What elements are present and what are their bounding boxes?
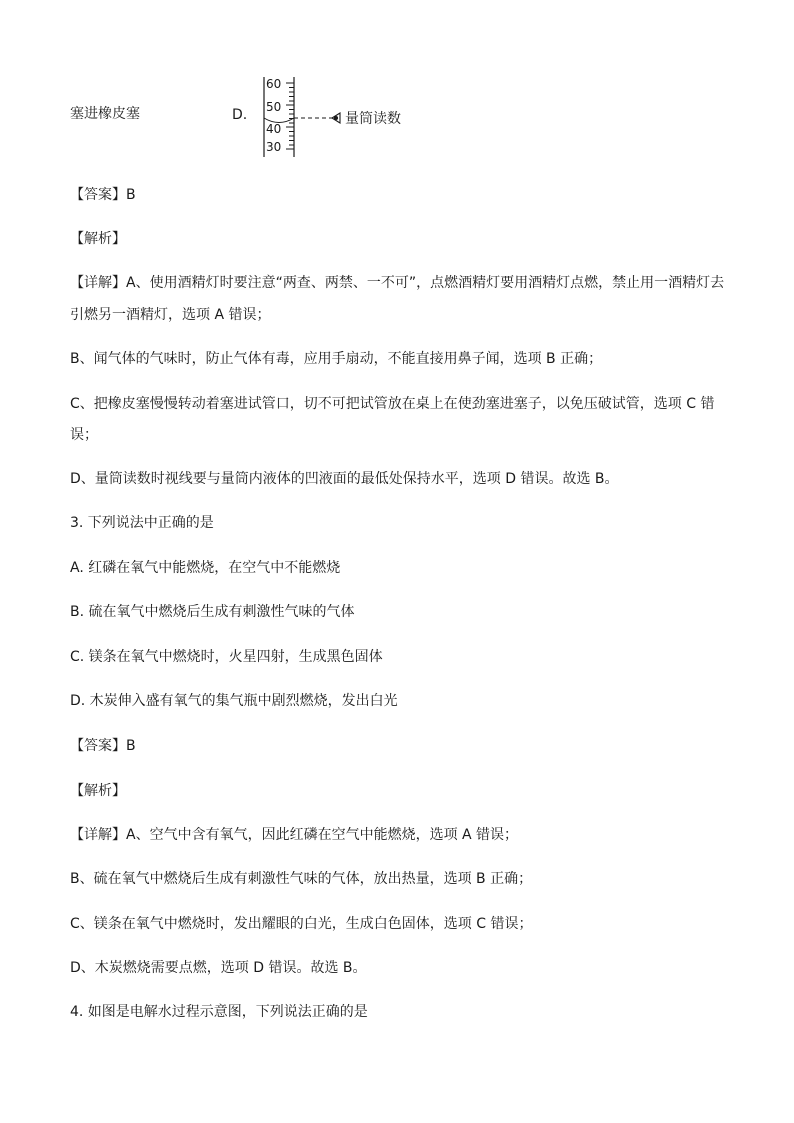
scale-label-30: 30 (266, 140, 282, 154)
graduated-cylinder-reading-figure (232, 75, 432, 165)
q2-detail-d: D、量筒读数时视线要与量筒内液体的凹液面的最低处保持水平，选项 D 错误。故选 B。 (70, 471, 619, 487)
q2-detail-c-line2: 误； (70, 427, 98, 443)
scale-ticks (286, 83, 294, 149)
q2-detail-c-line1: C、把橡皮塞慢慢转动着塞进试管口，切不可把试管放在桌上在使劲塞进塞子，以免压破试管，选项 C 错 (70, 396, 715, 412)
q3-option-b: B. 硫在氧气中燃烧后生成有刺激性气味的气体 (70, 604, 355, 620)
scale-label-40: 40 (266, 122, 282, 136)
q2-detail-b: B、闻气体的气味时，防止气体有毒，应用手扇动，不能直接用鼻子闻，选项 B 正确； (70, 351, 603, 367)
q3-detail-a: 【详解】A、空气中含有氧气，因此红磷在空气中能燃烧，选项 A 错误； (70, 827, 519, 843)
q4-stem: 4. 如图是电解水过程示意图，下列说法正确的是 (70, 1004, 368, 1020)
q2-detail-line1: 【详解】A、使用酒精灯时要注意“两查、两禁、一不可”，点燃酒精灯要用酒精灯点燃，禁止用一酒精灯去 (70, 275, 725, 291)
q3-option-d: D. 木炭伸入盛有氧气的集气瓶中剧烈燃烧，发出白光 (70, 693, 398, 709)
option-c-tail: 塞进橡皮塞 (70, 106, 140, 122)
q2-answer: 【答案】B (70, 187, 136, 203)
q3-option-c: C. 镁条在氧气中燃烧时，火星四射，生成黑色固体 (70, 649, 383, 665)
eye-icon (332, 113, 340, 123)
scale-label-60: 60 (266, 77, 282, 91)
q3-option-a: A. 红磷在氧气中能燃烧，在空气中不能燃烧 (70, 560, 341, 576)
q3-detail-d: D、木炭燃烧需要点燃，选项 D 错误。故选 B。 (70, 960, 367, 976)
q2-detail-line2: 引燃另一酒精灯，选项 A 错误； (70, 307, 271, 323)
q3-stem: 3. 下列说法中正确的是 (70, 515, 214, 531)
option-d-label: D. (232, 107, 248, 123)
q3-analysis-heading: 【解析】 (70, 783, 126, 799)
q3-answer: 【答案】B (70, 738, 136, 754)
scale-label-50: 50 (266, 100, 282, 114)
q3-detail-c: C、镁条在氧气中燃烧时，发出耀眼的白光，生成白色固体，选项 C 错误； (70, 916, 533, 932)
figure-caption: 量筒读数 (345, 111, 401, 127)
q2-analysis-heading: 【解析】 (70, 231, 126, 247)
q3-detail-b: B、硫在氧气中燃烧后生成有刺激性气味的气体，放出热量，选项 B 正确； (70, 871, 533, 887)
